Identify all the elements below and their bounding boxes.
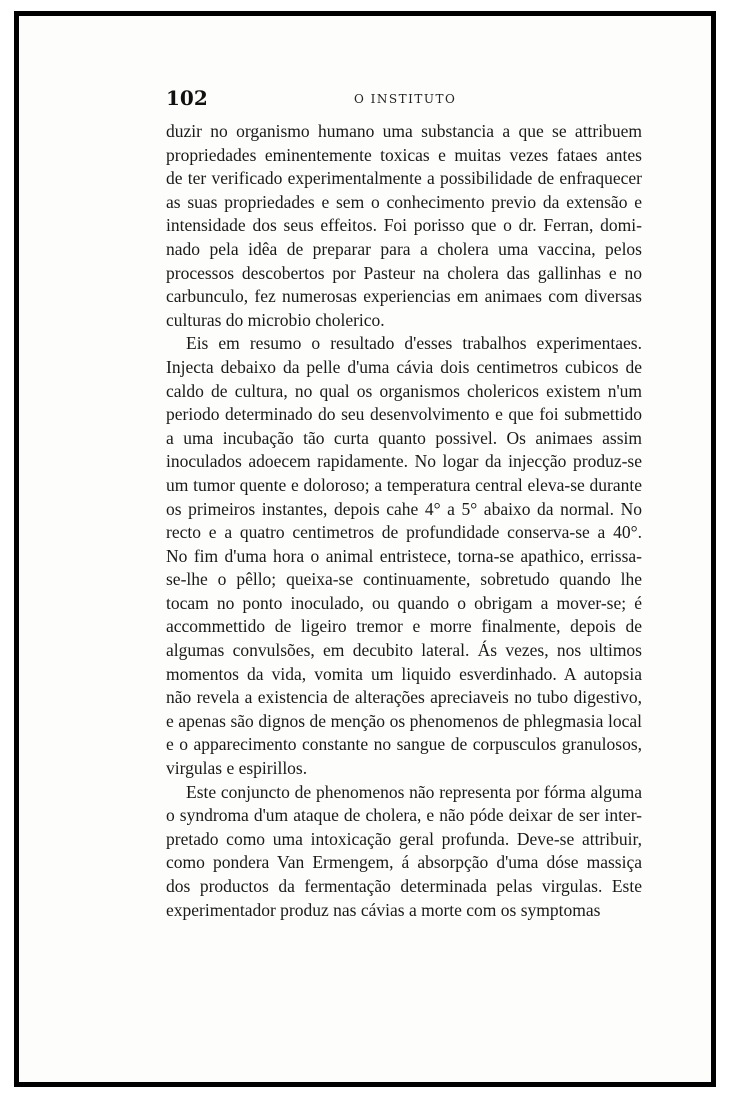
text-line: não revela a existencia de alterações apreciaveis no tubo digestivo, <box>166 687 642 708</box>
text-line: culturas do microbio cholerico. <box>166 309 385 330</box>
text-line: Eis em resumo o resultado d'esses trabalhos experimentaes. <box>186 333 642 354</box>
page-header <box>166 86 641 110</box>
paragraph <box>166 120 642 332</box>
paragraph <box>166 332 642 780</box>
text-line: inoculados adoecem rapidamente. No logar da injecção produz-se <box>166 451 642 472</box>
text-line: as suas propriedades e sem o conhecimento previo da extensão e <box>166 191 642 212</box>
text-line: como pondera Van Ermengem, á absorpção d'uma dóse massiça <box>166 852 642 873</box>
text-line: dos productos da fermentação determinada pelas virgulas. Este <box>166 876 642 896</box>
text-line: No fim d'uma hora o animal entristece, torna-se apathico, errissa- <box>166 545 642 566</box>
text-line: pretado como uma intoxicação geral profunda. Deve-se attribuir, <box>166 828 642 849</box>
text-line: Injecta debaixo da pelle d'uma cávia dois centimetros cubicos de <box>166 356 642 377</box>
text-line: experimentador produz nas cávias a morte com os symptomas <box>166 899 601 920</box>
running-head: O INSTITUTO <box>354 92 457 106</box>
text-line: periodo determinado do seu desenvolvimento e que foi submettido <box>166 404 642 425</box>
text-line: e o apparecimento constante no sangue de corpusculos granulosos, <box>166 734 642 755</box>
body-text <box>166 120 642 922</box>
text-line: carbunculo, fez numerosas experiencias em animaes com diversas <box>166 286 642 307</box>
page-number: 102 <box>166 86 208 110</box>
text-line: virgulas e espirillos. <box>166 758 308 779</box>
text-line: recto e a quatro centimetros de profundidade conserva-se a 40°. <box>166 522 642 543</box>
text-line: de ter verificado experimentalmente a possibilidade de enfraquecer <box>166 168 642 189</box>
text-line: um tumor quente e doloroso; a temperatura central eleva-se durante <box>166 474 642 495</box>
text-line: os primeiros instantes, depois cahe 4° a 5° abaixo da normal. No <box>166 498 642 519</box>
text-line: algumas convulsões, em decubito lateral. Ás vezes, nos ultimos <box>166 640 642 661</box>
paragraph <box>166 781 642 923</box>
text-line: o syndroma d'um ataque de cholera, e não póde deixar de ser inter- <box>166 805 642 826</box>
text-line: Este conjuncto de phenomenos não representa por fórma alguma <box>186 781 642 802</box>
text-line: caldo de cultura, no qual os organismos cholericos existem n'um <box>166 380 642 401</box>
text-line: momentos da vida, vomita um liquido esverdinhado. A autopsia <box>166 663 642 684</box>
text-line: e apenas são dignos de menção os phenomenos de phlegmasia local <box>166 710 642 731</box>
text-line: nado pela idêa de preparar para a cholera uma vaccina, pelos <box>166 238 642 259</box>
text-line: propriedades eminentemente toxicas e muitas vezes fataes antes <box>166 144 642 165</box>
text-line: processos descobertos por Pasteur na cholera das gallinhas e no <box>166 262 642 283</box>
text-line: duzir no organismo humano uma substancia a que se attribuem <box>166 121 642 141</box>
text-line: accommettido de ligeiro tremor e morre finalmente, depois de <box>166 616 642 637</box>
text-line: a uma incubação tão curta quanto possivel. Os animaes assim <box>166 427 642 448</box>
text-line: tocam no ponto inoculado, ou quando o obrigam a mover-se; é <box>166 592 642 613</box>
text-line: intensidade dos seus effeitos. Foi porisso que o dr. Ferran, domi- <box>166 215 642 236</box>
text-line: se-lhe o pêllo; queixa-se continuamente, sobretudo quando lhe <box>166 569 642 590</box>
